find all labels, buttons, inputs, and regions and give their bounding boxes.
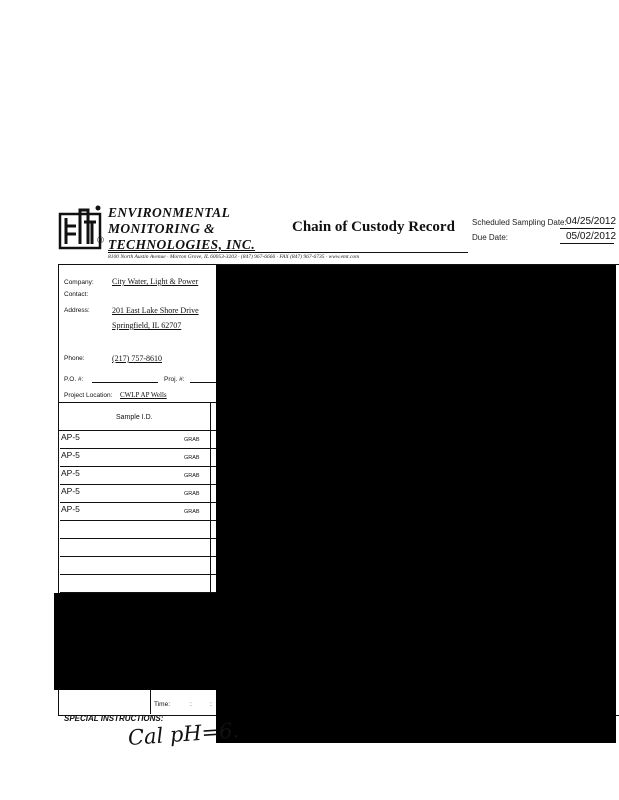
special-instructions-label: SPECIAL INSTRUCTIONS:	[64, 714, 164, 723]
sample-id: AP-5	[61, 450, 80, 460]
contact-label: Contact:	[64, 291, 89, 298]
document-title: Chain of Custody Record	[292, 219, 455, 235]
time-separator: :	[190, 701, 192, 708]
table-top-rule	[58, 402, 216, 403]
due-date-label: Due Date:	[472, 233, 509, 242]
table-row-rule	[60, 484, 216, 485]
redaction-block-left	[54, 593, 218, 690]
table-row-rule	[60, 556, 216, 557]
phone-value: (217) 757-8610	[112, 354, 162, 363]
table-row-rule	[60, 466, 216, 467]
company-address: 8100 North Austin Avenue · Morton Grove, IL 60053-3203 · (847) 967-6666 · FAX (847) 967-6735 · www.emt.com	[108, 254, 360, 260]
address-line-2: Springfield, IL 62707	[112, 321, 182, 330]
sample-id: AP-5	[61, 486, 80, 496]
address-line-1: 201 East Lake Shore Drive	[112, 306, 199, 315]
scheduled-date-label: Scheduled Sampling Date:	[472, 218, 567, 227]
proj-label: Proj. #:	[164, 376, 185, 383]
proj-blank	[190, 382, 216, 383]
table-row-rule	[60, 538, 216, 539]
sample-type: GRAB	[184, 491, 200, 497]
handwritten-note: Cal pH=6.	[127, 718, 240, 750]
table-row-rule	[60, 448, 216, 449]
table-header-rule	[58, 430, 216, 431]
time-separator: :	[210, 701, 212, 708]
table-row-rule	[60, 520, 216, 521]
phone-label: Phone:	[64, 355, 85, 362]
due-date-value: 05/02/2012	[566, 231, 617, 242]
po-label: P.O. #:	[64, 376, 84, 383]
sample-type: GRAB	[184, 455, 200, 461]
project-location-value: CWLP AP Wells	[120, 391, 167, 399]
time-cell-divider	[150, 690, 151, 714]
company-name-line-1: ENVIRONMENTAL	[108, 205, 231, 220]
po-blank	[92, 382, 158, 383]
sample-type: GRAB	[184, 509, 200, 515]
scheduled-date-rule	[560, 228, 614, 229]
company-value: City Water, Light & Power	[112, 277, 199, 286]
company-name-line-3: TECHNOLOGIES, INC.	[108, 237, 256, 252]
time-label: Time:	[154, 701, 171, 708]
due-date-rule	[560, 243, 614, 244]
registered-mark: ®	[96, 236, 105, 246]
sample-id-header: Sample I.D.	[116, 414, 153, 421]
company-name-line-2: MONITORING &	[108, 221, 215, 236]
company-label: Company:	[64, 279, 94, 286]
table-row-rule	[60, 502, 216, 503]
sample-id: AP-5	[61, 468, 80, 478]
sample-id: AP-5	[61, 504, 80, 514]
table-column-divider	[210, 402, 211, 600]
redaction-block-main	[216, 265, 616, 743]
address-label: Address:	[64, 307, 90, 314]
sample-type: GRAB	[184, 437, 200, 443]
project-location-label: Project Location:	[64, 392, 113, 399]
table-row-rule	[60, 574, 216, 575]
scheduled-date-value: 04/25/2012	[566, 216, 617, 227]
header-rule	[108, 252, 468, 253]
sample-type: GRAB	[184, 473, 200, 479]
sample-id: AP-5	[61, 432, 80, 442]
